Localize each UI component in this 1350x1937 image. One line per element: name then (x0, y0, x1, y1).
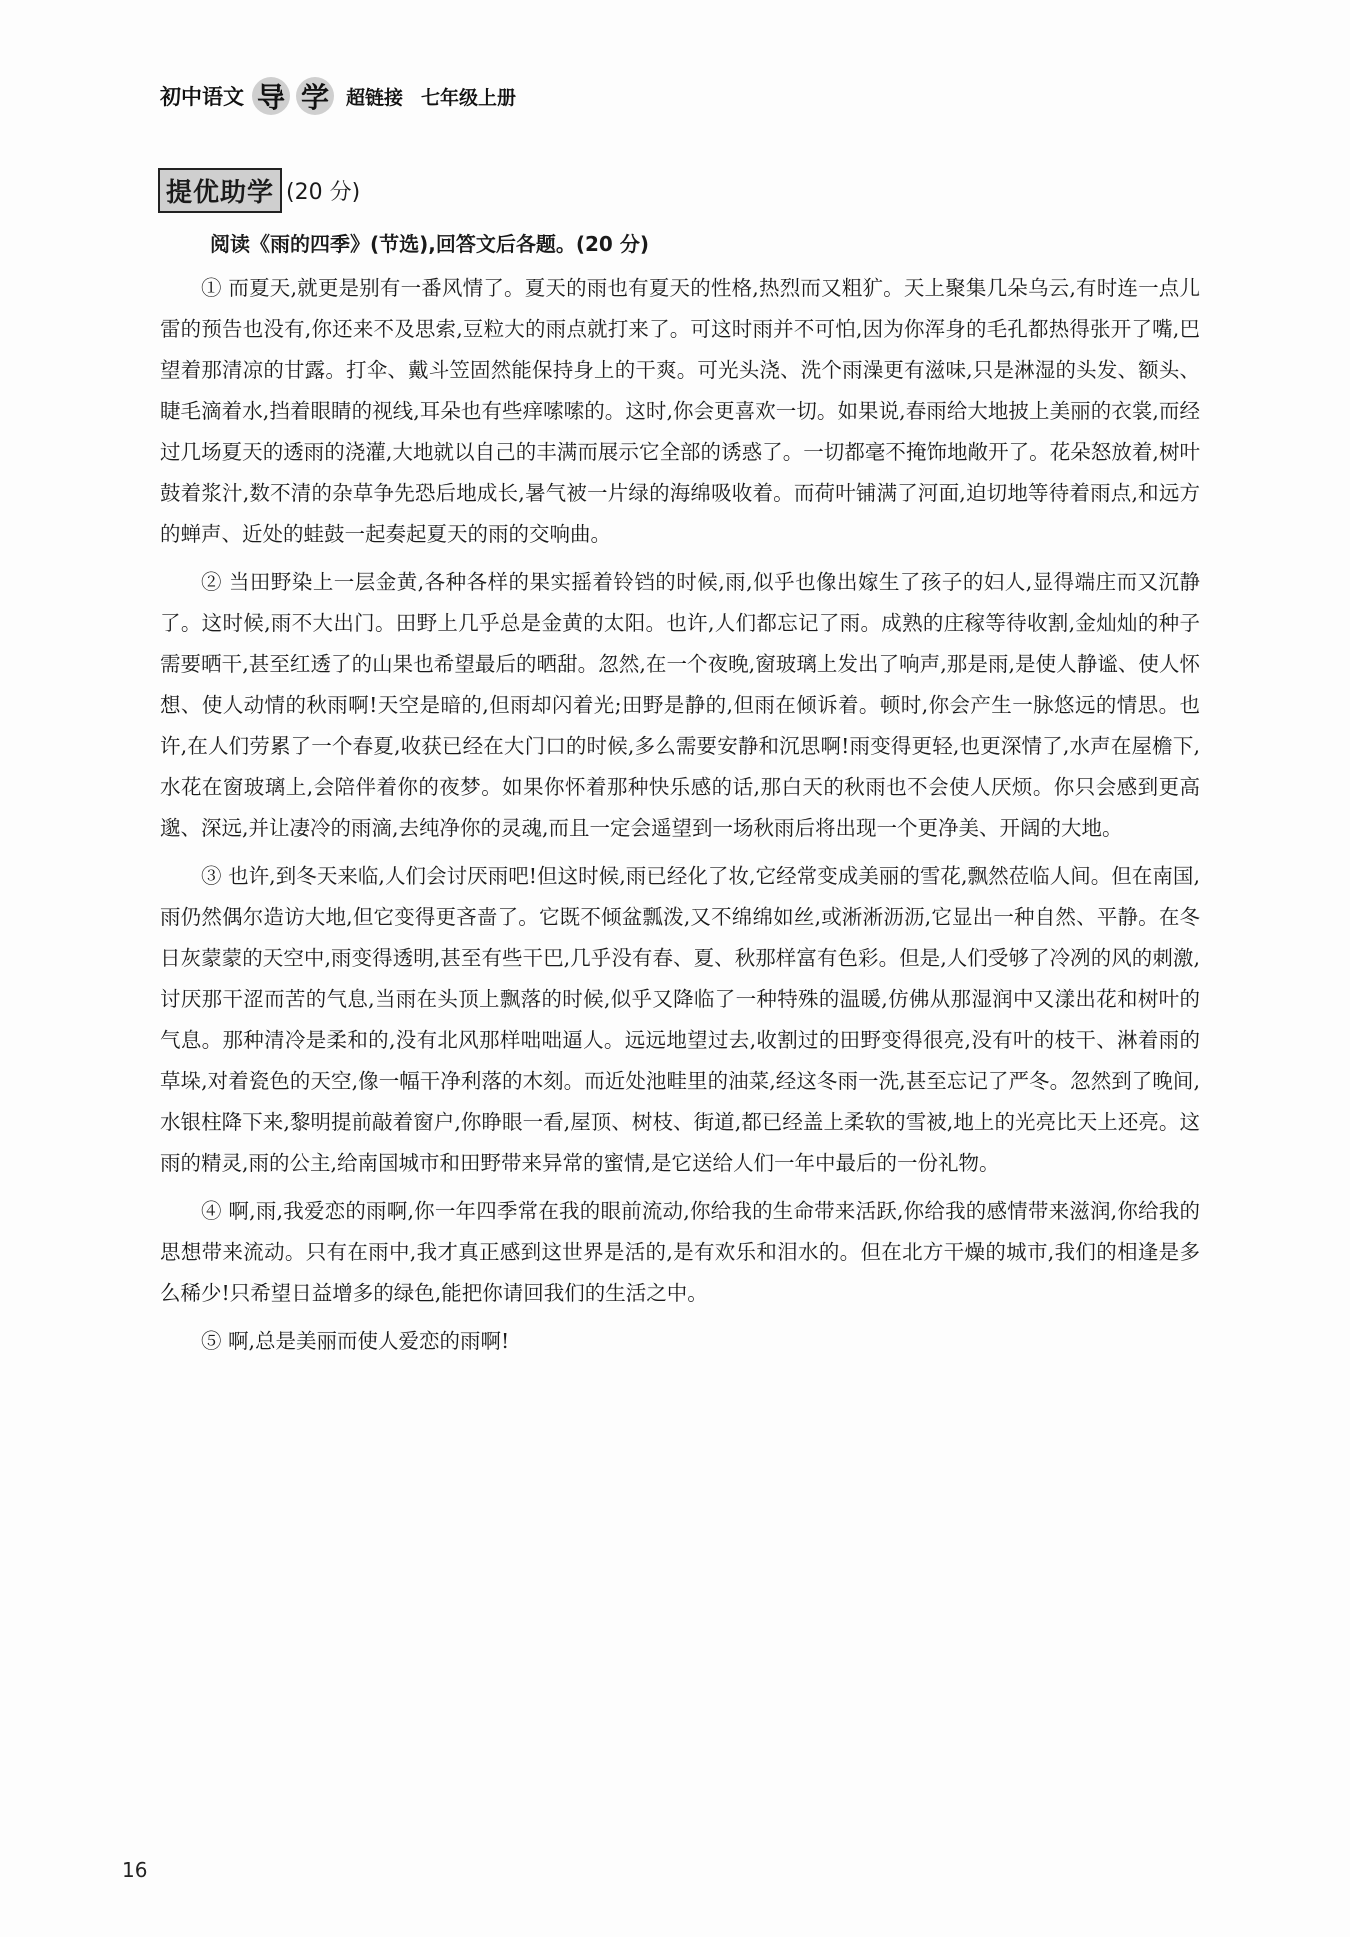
header-big-char-1: 导 (252, 77, 290, 115)
paragraph-1: ① 而夏天,就更是别有一番风情了。夏天的雨也有夏天的性格,热烈而又粗犷。天上聚集几朵乌云,有时连一点儿雷的预告也没有,你还来不及思索,豆粒大的雨点就打来了。可这时雨并不可怕,因为你浑身的毛孔都热得张开了嘴,巴望着那清凉的甘露。打伞、戴斗笠固然能保持身上的干爽。可光头浇、洗个雨澡更有滋味,只是淋湿的头发、额头、睫毛滴着水,挡着眼睛的视线,耳朵也有些痒嗦嗦的。这时,你会更喜欢一切。如果说,春雨给大地披上美丽的衣裳,而经过几场夏天的透雨的浇灌,大地就以自己的丰满而展示它全部的诱惑了。一切都毫不掩饰地敞开了。花朵怒放着,树叶鼓着浆汁,数不清的杂草争先恐后地成长,暑气被一片绿的海绵吸收着。而荷叶铺满了河面,迫切地等待着雨点,和远方的蝉声、近处的蛙鼓一起奏起夏天的雨的交响曲。 (160, 276, 1200, 546)
section-score: (20 分) (286, 180, 361, 205)
page-number: 16 (122, 1858, 148, 1882)
section-label: 提优助学 (158, 168, 282, 213)
running-header (160, 76, 516, 116)
header-big-char-2: 学 (296, 77, 334, 115)
paragraph-5: ⑤ 啊,总是美丽而使人爱恋的雨啊! (201, 1329, 510, 1353)
question-instruction: 阅读《雨的四季》(节选),回答文后各题。(20 分) (210, 232, 649, 256)
header-series: 初中语文 (160, 85, 244, 109)
section-title (158, 168, 360, 213)
paragraph-4: ④ 啊,雨,我爱恋的雨啊,你一年四季常在我的眼前流动,你给我的生命带来活跃,你给我的感情带来滋润,你给我的思想带来流动。只有在雨中,我才真正感到这世界是活的,是有欢乐和泪水的。但在北方干燥的城市,我们的相逢是多么稀少!只希望日益增多的绿色,能把你请回我们的生活之中。 (160, 1199, 1200, 1305)
header-grade: 七年级上册 (421, 86, 517, 109)
header-sub: 超链接 (346, 86, 404, 109)
reading-passage (160, 268, 1200, 1369)
paragraph-3: ③ 也许,到冬天来临,人们会讨厌雨吧!但这时候,雨已经化了妆,它经常变成美丽的雪花,飘然莅临人间。但在南国,雨仍然偶尔造访大地,但它变得更吝啬了。它既不倾盆瓢泼,又不绵绵如丝,或淅淅沥沥,它显出一种自然、平静。在冬日灰蒙蒙的天空中,雨变得透明,甚至有些干巴,几乎没有春、夏、秋那样富有色彩。但是,人们受够了冷冽的风的刺激,讨厌那干涩而苦的气息,当雨在头顶上飘落的时候,似乎又降临了一种特殊的温暖,仿佛从那湿润中又漾出花和树叶的气息。那种清冷是柔和的,没有北风那样咄咄逼人。远远地望过去,收割过的田野变得很亮,没有叶的枝干、淋着雨的草垛,对着瓷色的天空,像一幅干净利落的木刻。而近处池畦里的油菜,经这冬雨一洗,甚至忘记了严冬。忽然到了晚间,水银柱降下来,黎明提前敲着窗户,你睁眼一看,屋顶、树枝、街道,都已经盖上柔软的雪被,地上的光亮比天上还亮。这雨的精灵,雨的公主,给南国城市和田野带来异常的蜜情,是它送给人们一年中最后的一份礼物。 (160, 864, 1200, 1175)
paragraph-2: ② 当田野染上一层金黄,各种各样的果实摇着铃铛的时候,雨,似乎也像出嫁生了孩子的妇人,显得端庄而又沉静了。这时候,雨不大出门。田野上几乎总是金黄的太阳。也许,人们都忘记了雨。成熟的庄稼等待收割,金灿灿的种子需要晒干,甚至红透了的山果也希望最后的晒甜。忽然,在一个夜晚,窗玻璃上发出了响声,那是雨,是使人静谧、使人怀想、使人动情的秋雨啊!天空是暗的,但雨却闪着光;田野是静的,但雨在倾诉着。顿时,你会产生一脉悠远的情思。也许,在人们劳累了一个春夏,收获已经在大门口的时候,多么需要安静和沉思啊!雨变得更轻,也更深情了,水声在屋檐下,水花在窗玻璃上,会陪伴着你的夜梦。如果你怀着那种快乐感的话,那白天的秋雨也不会使人厌烦。你只会感到更高邈、深远,并让凄冷的雨滴,去纯净你的灵魂,而且一定会遥望到一场秋雨后将出现一个更净美、开阔的大地。 (160, 570, 1200, 840)
